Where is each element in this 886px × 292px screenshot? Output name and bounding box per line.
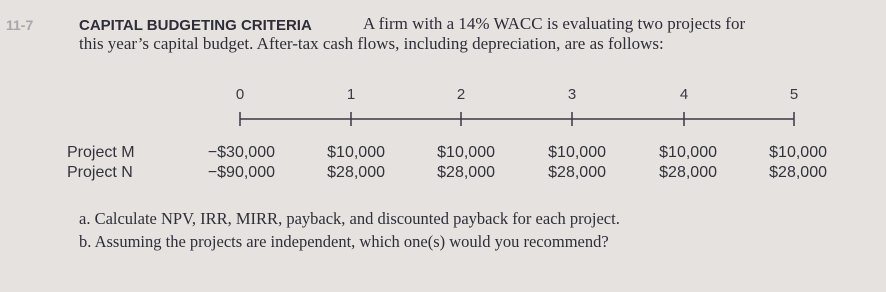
period-label-5: 5 bbox=[789, 86, 799, 103]
question-a: a. Calculate NPV, IRR, MIRR, payback, and discounted payback for each project. bbox=[79, 209, 620, 228]
project-m-flow-1: $10,000 bbox=[327, 144, 385, 161]
project-n-flow-5: $28,000 bbox=[769, 164, 827, 181]
project-m-label: Project M bbox=[67, 144, 135, 161]
project-n-label: Project N bbox=[67, 164, 133, 181]
project-n-flow-4: $28,000 bbox=[659, 164, 717, 181]
period-label-2: 2 bbox=[456, 86, 466, 103]
project-n-flow-1: $28,000 bbox=[327, 164, 385, 181]
period-label-3: 3 bbox=[567, 86, 577, 103]
project-n-flow-3: $28,000 bbox=[548, 164, 606, 181]
period-label-4: 4 bbox=[679, 86, 689, 103]
project-m-flow-4: $10,000 bbox=[659, 144, 717, 161]
problem-title: CAPITAL BUDGETING CRITERIA bbox=[79, 17, 312, 34]
project-m-flow-5: $10,000 bbox=[769, 144, 827, 161]
project-m-flow-2: $10,000 bbox=[437, 144, 495, 161]
problem-intro-line1: A firm with a 14% WACC is evaluating two projects for bbox=[363, 14, 746, 33]
period-label-0: 0 bbox=[235, 86, 245, 103]
problem-number: 11-7 bbox=[6, 17, 34, 33]
project-m-flow-0: −$30,000 bbox=[207, 144, 275, 161]
project-n-flow-0: −$90,000 bbox=[207, 164, 275, 181]
problem-intro-line2: this year’s capital budget. After-tax cash flows, including depreciation, are as follows: bbox=[79, 34, 664, 53]
period-label-1: 1 bbox=[346, 86, 356, 103]
question-b: b. Assuming the projects are independent, which one(s) would you recommend? bbox=[79, 232, 609, 251]
project-m-flow-3: $10,000 bbox=[548, 144, 606, 161]
project-n-flow-2: $28,000 bbox=[437, 164, 495, 181]
